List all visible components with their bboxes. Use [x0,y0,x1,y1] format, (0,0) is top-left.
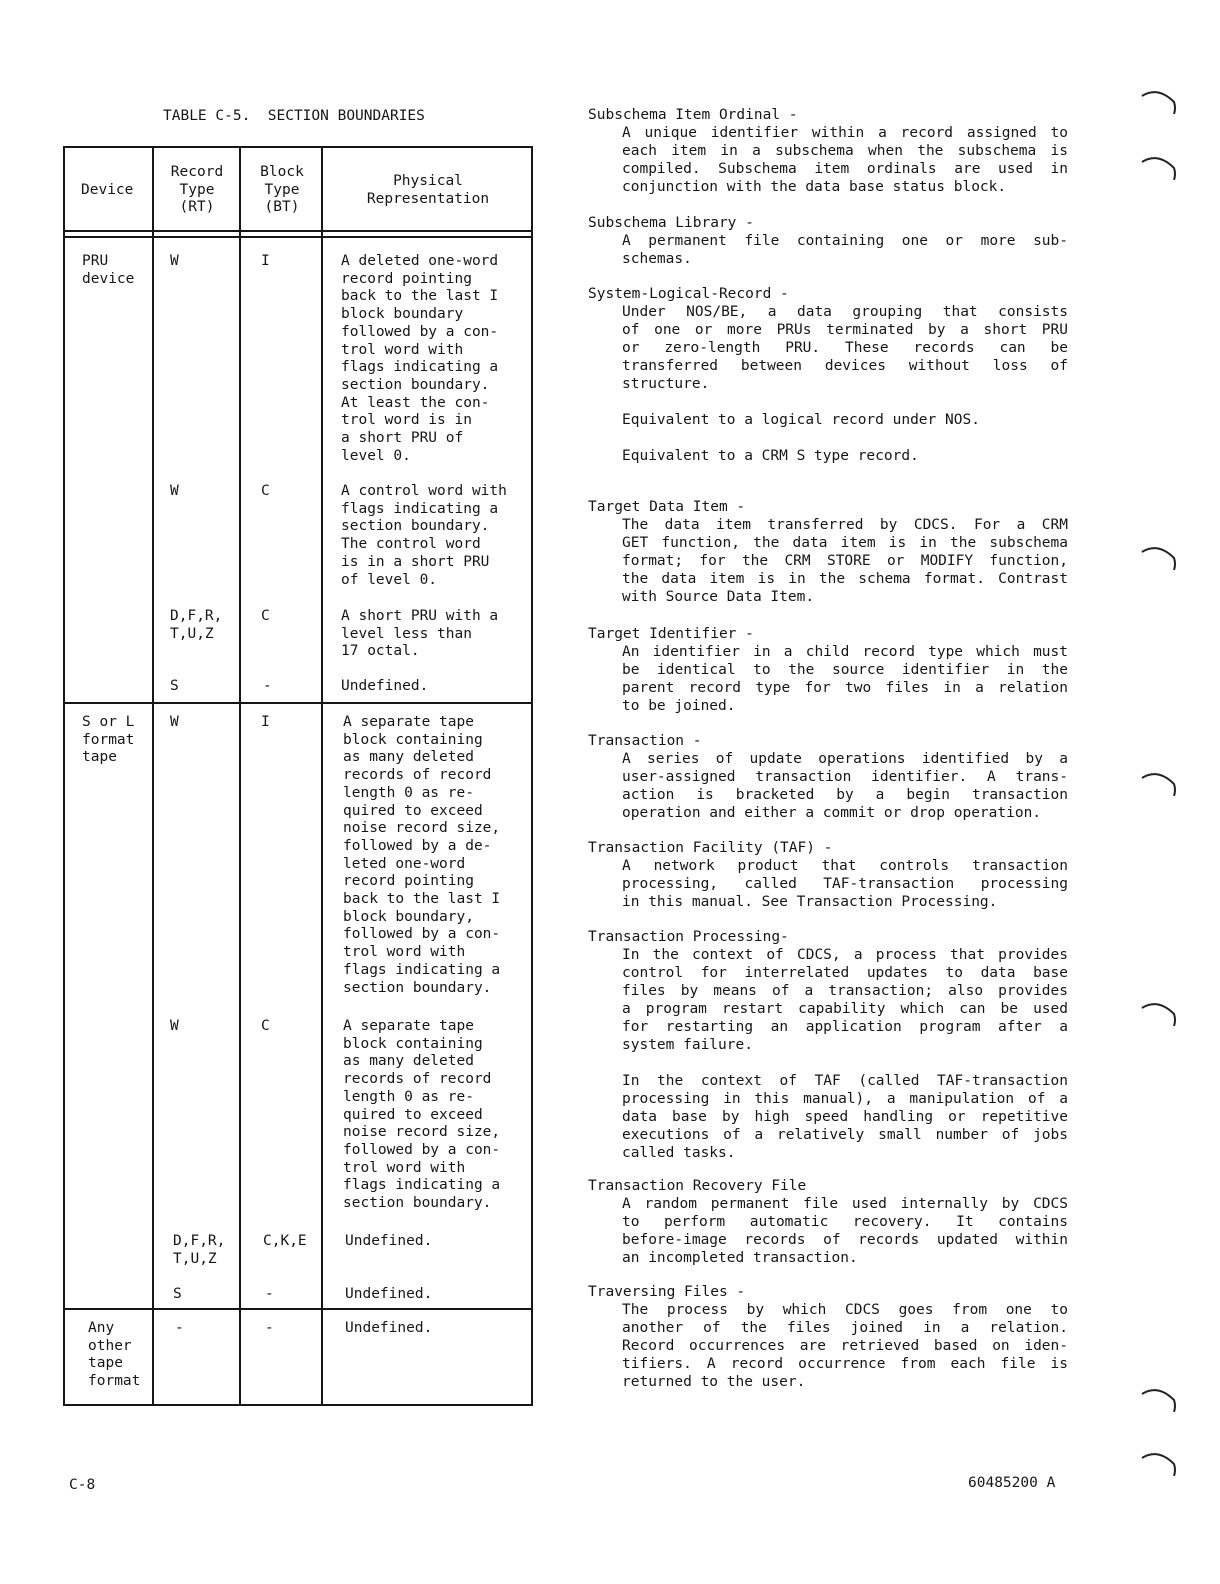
cell-block-type: I [261,253,270,269]
glossary-definition-line: in this manual. See Transaction Processing. [622,894,998,910]
glossary-definition-line: In the context of CDCS, a process that provides [622,947,1068,963]
glossary-term: Transaction Processing- [588,929,789,945]
glossary-definition-line: Under NOS/BE, a data grouping that consists [622,304,1068,320]
cell-record-type: S [173,1286,182,1302]
header-divider [65,230,531,232]
glossary-definition-line: data base by high speed handling or repetitive [622,1109,1068,1125]
glossary-definition-line: returned to the user. [622,1374,806,1390]
column-divider [239,148,241,1404]
glossary-definition-line: control for interrelated updates to data base [622,965,1068,981]
glossary-definition-line: operation and either a commit or drop operation. [622,805,1042,821]
header-block-type: Block Type (BT) [260,164,304,216]
header-physical-representation: Physical Representation [366,173,490,207]
cell-device: Any other tape format [88,1320,141,1390]
cell-block-type: - [265,1320,274,1336]
glossary-definition-line: parent record type for two files in a relation [622,680,1068,696]
glossary-definition-line: The data item transferred by CDCS. For a CRM [622,517,1068,533]
glossary-definition-line: GET function, the data item is in the subschema [622,535,1068,551]
cell-block-type: C [261,483,270,499]
glossary-entry [588,106,1068,196]
row-group-divider [65,702,531,704]
glossary-entry [588,1177,1068,1267]
glossary-definition-line: called tasks. [622,1145,736,1161]
punch-hole-icon [1140,1386,1180,1412]
glossary-definition-line: be identical to the source identifier in the [622,662,1068,678]
glossary-definition-line: files by means of a transaction; also provides [622,983,1068,999]
glossary-definition-line: system failure. [622,1037,753,1053]
glossary-term: Transaction - [588,733,702,749]
glossary-definition-line: of one or more PRUs terminated by a short PRU [622,322,1068,338]
glossary-definition-line: a program restart capability which can be used [622,1001,1068,1017]
cell-representation: A short PRU with a level less than 17 octal. [341,608,499,660]
glossary-definition-line: or zero-length PRU. These records can be [622,340,1068,356]
cell-representation: A deleted one-word record pointing back to the last I block boundary followed by a con- trol word with flags indicating a section boundary. At least the con- trol word is in a short PRU of level 0. [341,253,499,464]
cell-record-type: D,F,R, T,U,Z [170,608,223,642]
cell-record-type: W [170,1018,179,1034]
glossary-definition-line: The process by which CDCS goes from one to [622,1302,1068,1318]
glossary-entry [588,285,1068,465]
glossary-definition-line: action is bracketed by a begin transaction [622,787,1068,803]
cell-block-type: C,K,E [263,1233,307,1249]
glossary-definition-line: an incompleted transaction. [622,1250,858,1266]
cell-block-type: - [263,678,272,694]
document-number: 60485200 A [968,1475,1056,1491]
glossary-entry [588,928,1068,1162]
glossary-definition-line: Record occurrences are retrieved based on iden- [622,1338,1068,1354]
glossary-definition-line: A unique identifier within a record assigned to [622,125,1068,141]
glossary-term: Transaction Facility (TAF) - [588,840,833,856]
glossary-definition-line: with Source Data Item. [622,589,815,605]
column-divider [152,148,154,1404]
glossary-term: Target Data Item - [588,499,746,515]
cell-device: S or L format tape [82,714,135,766]
glossary-definition-line: structure. [622,376,710,392]
glossary-definition-line: executions of a relatively small number of jobs [622,1127,1068,1143]
cell-representation: Undefined. [345,1320,433,1336]
glossary-definition-line: Equivalent to a logical record under NOS. [622,412,980,428]
glossary-term: Target Identifier - [588,626,754,642]
cell-representation: A control word with flags indicating a section boundary. The control word is in a short PRU of level 0. [341,483,507,588]
cell-block-type: I [261,714,270,730]
glossary-definition-line: compiled. Subschema item ordinals are used in [622,161,1068,177]
glossary-term: Subschema Item Ordinal - [588,107,798,123]
glossary-definition-line: another of the files joined in a relation. [622,1320,1068,1336]
punch-hole-icon [1140,1000,1180,1026]
cell-block-type: C [261,1018,270,1034]
glossary-definition-line: transferred between devices without loss of [622,358,1068,374]
glossary-definition-line: for restarting an application program after a [622,1019,1068,1035]
punch-hole-icon [1140,1450,1180,1476]
row-group-divider [65,1308,531,1310]
glossary-term: System-Logical-Record - [588,286,789,302]
glossary-definition-line: each item in a subschema when the subschema is [622,143,1068,159]
glossary-definition-line: before-image records of records updated within [622,1232,1068,1248]
cell-representation: Undefined. [345,1233,433,1249]
cell-block-type: - [265,1286,274,1302]
page-number: C-8 [69,1477,96,1493]
glossary-definition-line [588,393,1068,411]
glossary-term: Transaction Recovery File [588,1178,807,1194]
punch-hole-icon [1140,544,1180,570]
punch-hole-icon [1140,770,1180,796]
punch-hole-icon [1140,88,1180,114]
glossary-definition-line: to be joined. [622,698,736,714]
glossary-definition-line: format; for the CRM STORE or MODIFY function, [622,553,1068,569]
glossary-entry [588,732,1068,822]
glossary-definition-line: A permanent file containing one or more sub- [622,233,1068,249]
glossary-definition-line: In the context of TAF (called TAF-transaction [622,1073,1068,1089]
cell-record-type: S [170,678,179,694]
glossary-definition-line: A network product that controls transaction [622,858,1068,874]
cell-representation: A separate tape block containing as many deleted records of record length 0 as re- quired to exceed noise record size, followed by a de- leted one-word record pointing back to the last I block boundary, followed by a con- trol word with flags indicating a section boundary. [343,714,501,996]
glossary-definition-line: tifiers. A record occurrence from each file is [622,1356,1068,1372]
glossary-entry [588,839,1068,911]
cell-record-type: - [175,1320,184,1336]
header-device: Device [81,182,134,198]
column-divider [321,148,323,1404]
glossary-definition-line: the data item is in the schema format. Contrast [622,571,1068,587]
cell-record-type: W [170,253,179,269]
cell-representation: A separate tape block containing as many deleted records of record length 0 as re- quired to exceed noise record size, followed by a con- trol word with flags indicating a section boundary. [343,1018,501,1212]
cell-record-type: W [170,483,179,499]
glossary-entry [588,214,1068,268]
punch-hole-icon [1140,154,1180,180]
glossary-definition-line: An identifier in a child record type which must [622,644,1068,660]
glossary-definition-line: processing, called TAF-transaction processing [622,876,1068,892]
header-record-type: Record Type (RT) [170,164,224,216]
cell-device: PRU device [82,253,135,287]
glossary-entry [588,1283,1068,1391]
glossary-definition-line: processing in this manual), a manipulation of a [622,1091,1068,1107]
glossary-definition-line [588,1054,1068,1072]
glossary-definition-line: Equivalent to a CRM S type record. [622,448,919,464]
cell-record-type: D,F,R, T,U,Z [173,1233,226,1267]
glossary-definition-line: schemas. [622,251,692,267]
glossary-definition-line [588,429,1068,447]
glossary-entry [588,498,1068,606]
table-title: TABLE C-5. SECTION BOUNDARIES [163,108,425,124]
cell-representation: Undefined. [345,1286,433,1302]
glossary-definition-line: user-assigned transaction identifier. A trans- [622,769,1068,785]
glossary-entry [588,625,1068,715]
glossary-term: Subschema Library - [588,215,754,231]
cell-representation: Undefined. [341,678,429,694]
cell-block-type: C [261,608,270,624]
glossary-definition-line: A series of update operations identified by a [622,751,1068,767]
glossary-term: Traversing Files - [588,1284,746,1300]
glossary-definition-line: to perform automatic recovery. It contains [622,1214,1068,1230]
glossary-definition-line: conjunction with the data base status block. [622,179,1007,195]
header-divider [65,236,531,238]
section-boundaries-table [63,146,533,1406]
glossary-definition-line: A random permanent file used internally by CDCS [622,1196,1068,1212]
cell-record-type: W [170,714,179,730]
